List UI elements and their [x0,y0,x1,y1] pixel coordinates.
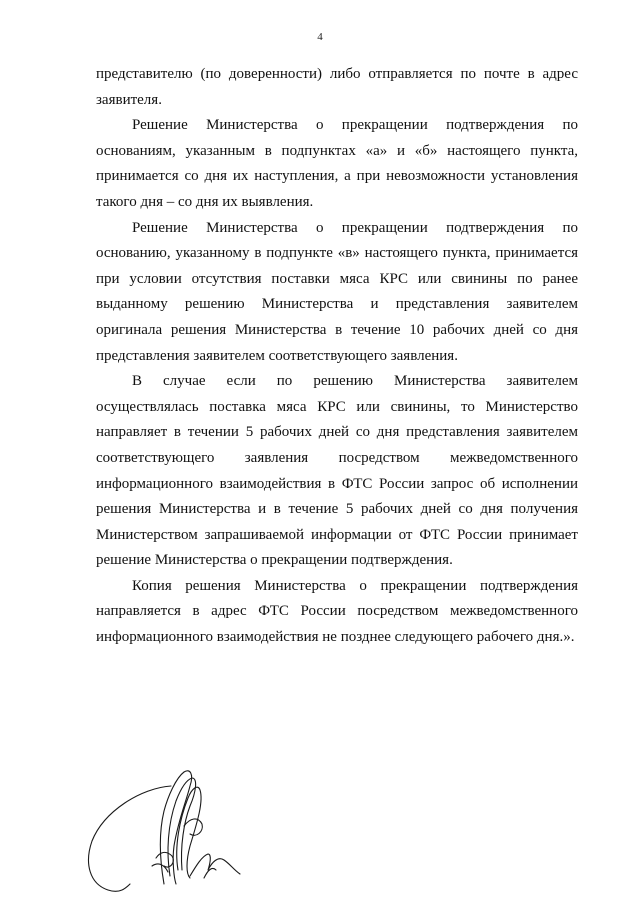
paragraph-termination-grounds-a-b: Решение Министерства о прекращении подтверждения по основаниям, указанным в подпунктах «а» и «б» настоящего пункта, принимается со дня их наступления, а при невозможности установления такого дня – со дня их выявления. [96,117,578,210]
paragraph-continuation: представителю (по доверенности) либо отправляется по почте в адрес заявителя. [96,66,578,108]
document-body [96,62,578,651]
paragraph-termination-ground-v: Решение Министерства о прекращении подтверждения по основанию, указанному в подпункте «в» настоящего пункта, принимается при условии отсутствия поставки мяса КРС или свинины по ранее выданному решению Министерства и представления заявителем оригинала решения Министерства в течение 10 рабочих дней со дня представления заявителем соответствующего заявления. [96,219,578,364]
handwritten-signature [86,766,246,896]
paragraph-fts-request: В случае если по решению Министерства заявителем осуществлялась поставка мяса КРС или свинины, то Министерство направляет в течении 5 рабочих дней со дня представления заявителем соответствующего заявления посредством межведомственного информационного взаимодействия в ФТС России запрос об исполнении решения Министерства и в течение 5 рабочих дней со дня получения Министерством запрашиваемой информации от ФТС России принимает решение Министерства о прекращении подтверждения. [96,373,578,569]
page-number: 4 [317,31,323,43]
paragraph-copy-to-fts: Копия решения Министерства о прекращении подтверждения направляется в адрес ФТС России посредством межведомственного информационного взаимодействия не позднее следующего рабочего дня.». [96,577,578,646]
